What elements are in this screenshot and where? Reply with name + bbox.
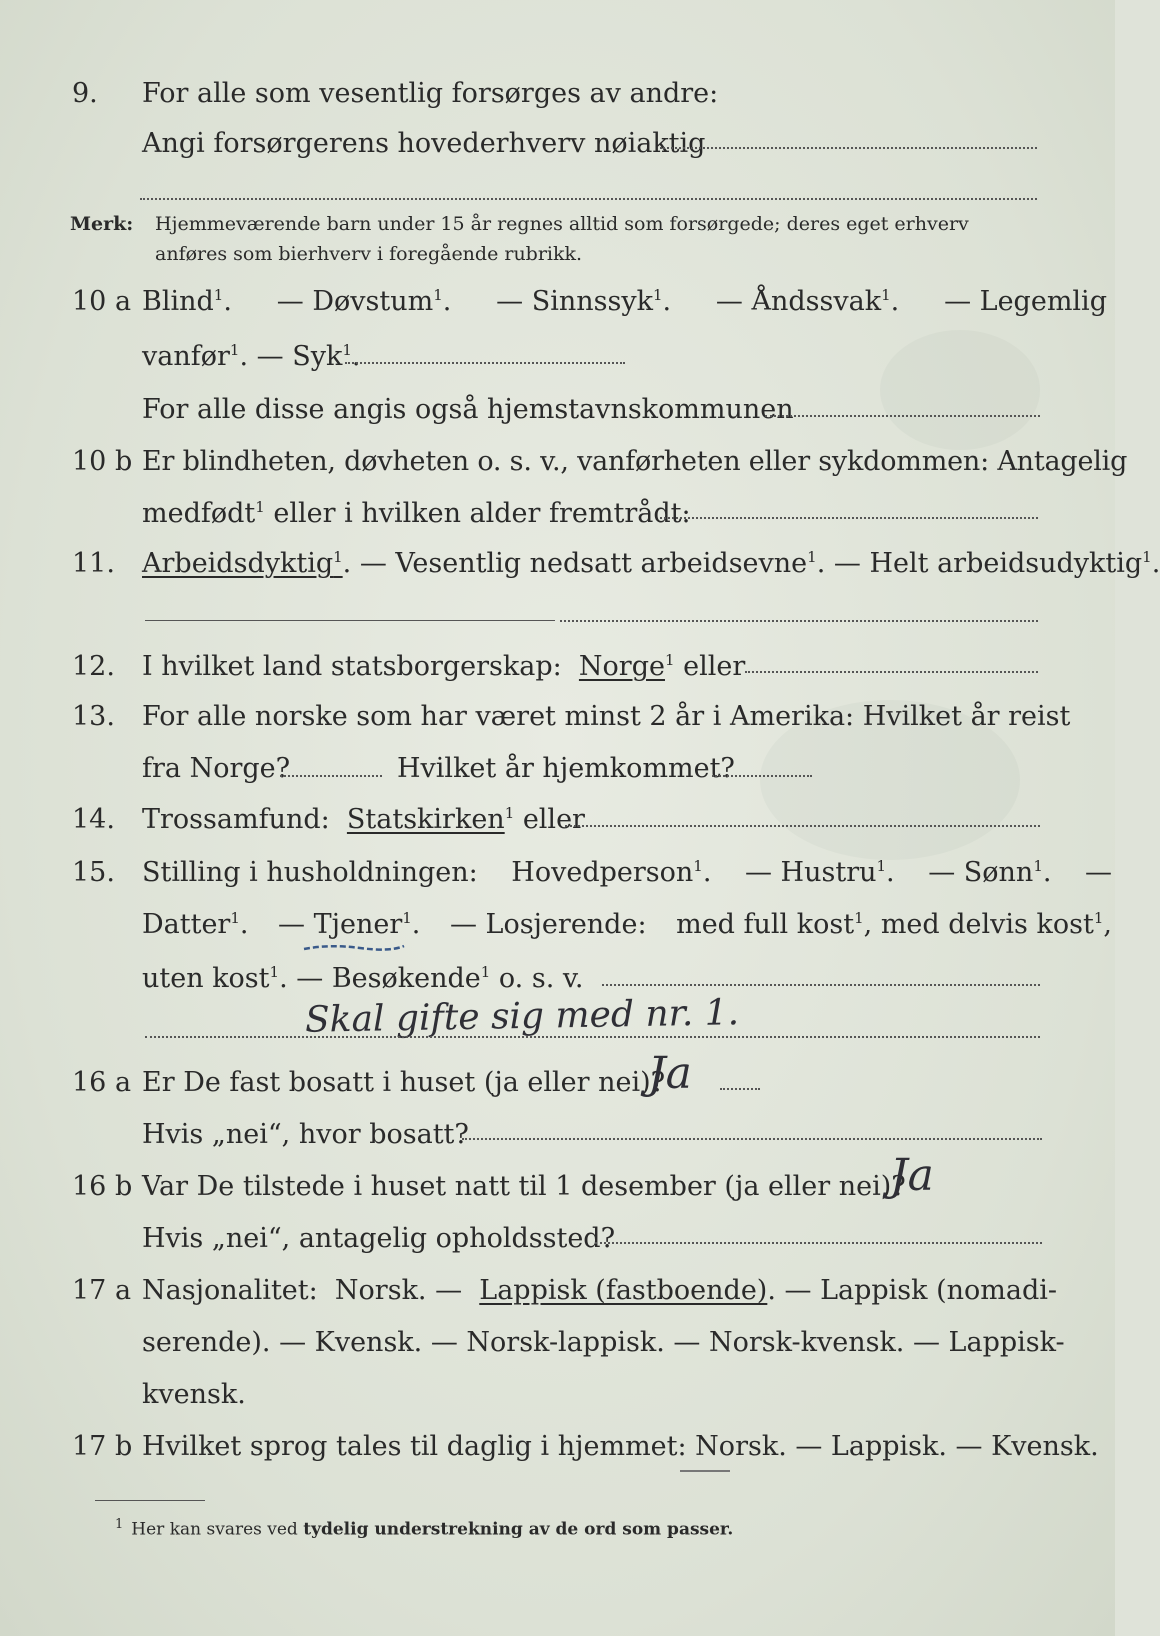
option-lappisk-fastboende-selected[interactable]: Lappisk (fastboende) [479, 1275, 768, 1306]
question-text: Angi forsørgerens hovederhverv nøiaktig [142, 128, 706, 159]
option-full-kost[interactable]: med full kost$^1$, med delvis kost$^1$, [676, 909, 1112, 940]
question-text: Trossamfund: Statskirken$^1$ eller [142, 804, 585, 835]
question-text: For alle disse angis også hjemstavnskommunen [142, 394, 794, 425]
footnote [115, 1513, 733, 1542]
answer-line[interactable] [565, 825, 1040, 827]
option-hustru[interactable]: — Hustru$^1$. [744, 857, 895, 888]
option-uten-kost[interactable]: uten kost$^1$. [142, 963, 288, 994]
question-text: Er blindheten, døvheten o. s. v., vanførheten eller sykdommen: Antagelig [142, 446, 1128, 477]
question-number: 11. [72, 548, 115, 579]
answer-line[interactable] [140, 198, 1037, 200]
answer-line[interactable] [660, 147, 1037, 149]
note-text: Hjemmeværende barn under 15 år regnes alltid som forsørgede; deres eget erhverv [155, 213, 969, 235]
paper-stain [880, 330, 1040, 450]
answer-line[interactable] [280, 775, 382, 777]
question-number: 13. [72, 701, 115, 732]
option-andssvak[interactable]: — Åndssvak$^1$. [715, 286, 900, 317]
question-number: 10 b [72, 446, 133, 477]
question-options [142, 962, 584, 996]
question-number: 14. [72, 804, 115, 835]
option-blind[interactable]: Blind$^1$. [142, 286, 232, 317]
question-options: Nasjonalitet: Norsk. — Lappisk (fastboende). — Lappisk (nomadi- [142, 1275, 1058, 1306]
option-arbeidsdyktig-selected[interactable]: Arbeidsdyktig$^1$ [142, 548, 343, 579]
option-vanfor[interactable]: vanfør$^1$. [142, 341, 249, 372]
question-number: 17 a [72, 1275, 132, 1306]
question-text: For alle som vesentlig forsørges av andre: [142, 78, 719, 109]
answer-line[interactable] [745, 671, 1038, 673]
answer-line[interactable] [462, 1138, 1042, 1140]
question-text: Hvilket år hjemkommet? [397, 753, 735, 784]
question-text: Er De fast bosatt i huset (ja eller nei)? [142, 1067, 666, 1098]
option-nedsatt[interactable]: — Vesentlig nedsatt arbeidsevne$^1$. [359, 548, 826, 579]
pen-stroke-mark [680, 1470, 730, 1472]
answer-line[interactable] [595, 1242, 1042, 1244]
question-number: 16 a [72, 1067, 132, 1098]
question-text: Hvilket sprog tales til daglig i hjemmet: Norsk. — Lappisk. — Kvensk. [142, 1431, 1099, 1462]
question-text: Hvis „nei“, hvor bosatt? [142, 1119, 469, 1150]
question-options: Stilling i husholdningen: Hovedperson$^1$. — Hustru$^1$. — Sønn$^1$. — [142, 857, 1112, 888]
question-options [142, 285, 1107, 319]
question-options: kvensk. [142, 1379, 246, 1410]
footnote-mark: 1 [115, 1517, 124, 1532]
option-hovedperson[interactable]: Hovedperson$^1$. [511, 857, 712, 888]
question-number: 15. [72, 857, 115, 888]
option-sonn[interactable]: — Sønn$^1$. [928, 857, 1052, 888]
question-number: 12. [72, 651, 115, 682]
option-sinnssyk[interactable]: — Sinnssyk$^1$. [496, 286, 672, 317]
handwritten-answer: Skal gifte sig med nr. 1. [304, 992, 740, 1041]
handwritten-answer: Ja [648, 1048, 692, 1099]
option-tjener[interactable]: — Tjener$^1$. [278, 909, 421, 940]
question-text: fra Norge? [142, 753, 291, 784]
question-options [142, 340, 360, 374]
pen-stroke-mark [300, 940, 410, 954]
footnote-divider [95, 1500, 205, 1501]
option-besokende[interactable]: — Besøkende$^1$ o. s. v. [296, 963, 584, 994]
footnote-emphasis: tydelig understrekning av de ord som passer. [303, 1519, 734, 1540]
answer-line[interactable] [765, 415, 1040, 417]
note-label: Merk: [70, 213, 134, 235]
question-text: Var De tilstede i huset natt til 1 desember (ja eller nei)? [142, 1171, 906, 1202]
question-number: 16 b [72, 1171, 133, 1202]
question-options: serende). — Kvensk. — Norsk-lappisk. — Norsk-kvensk. — Lappisk- [142, 1327, 1065, 1358]
option-syk[interactable]: — Syk$^1$. [256, 341, 361, 372]
answer-line[interactable] [660, 517, 1038, 519]
option-datter[interactable]: Datter$^1$. [142, 909, 249, 940]
footnote-text: Her kan svares ved [131, 1519, 304, 1540]
answer-line[interactable] [345, 362, 625, 364]
answer-statskirken-selected[interactable]: Statskirken [346, 804, 505, 835]
question-text: For alle norske som har været minst 2 år i Amerika: Hvilket år reist [142, 701, 1071, 732]
note-text: anføres som bierhverv i foregående rubrikk. [155, 243, 583, 265]
question-text: I hvilket land statsborgerskap: Norge$^1$ eller [142, 651, 746, 682]
answer-line[interactable] [712, 775, 812, 777]
option-norsk[interactable]: Norsk. — [334, 1275, 463, 1306]
answer-line[interactable] [145, 620, 555, 621]
option-dovstum[interactable]: — Døvstum$^1$. [276, 286, 452, 317]
answer-norge-selected[interactable]: Norge [578, 651, 665, 682]
answer-line[interactable] [560, 620, 1038, 622]
question-options: Arbeidsdyktig$^1$. — Vesentlig nedsatt arbeidsevne$^1$. — Helt arbeidsudyktig$^1$. [142, 548, 1160, 579]
question-number: 9. [72, 78, 98, 109]
question-options: Datter$^1$. — Tjener$^1$. — Losjerende: med full kost$^1$, med delvis kost$^1$, [142, 909, 1112, 940]
answer-line[interactable] [720, 1088, 760, 1090]
option-udyktig[interactable]: — Helt arbeidsudyktig$^1$. [833, 548, 1160, 579]
option-legemlig[interactable]: — Legemlig [944, 286, 1107, 317]
question-number: 10 a [72, 286, 132, 317]
question-number: 17 b [72, 1431, 133, 1462]
question-text: medfødt$^1$ eller i hvilken alder fremtrådt: [142, 498, 691, 529]
option-medfodt[interactable]: medfødt [142, 498, 256, 529]
handwritten-answer: Ja [890, 1150, 934, 1201]
answer-line[interactable] [602, 984, 1040, 986]
question-text: Hvis „nei“, antagelig opholdssted? [142, 1223, 616, 1254]
answer-line[interactable] [145, 1036, 1040, 1038]
